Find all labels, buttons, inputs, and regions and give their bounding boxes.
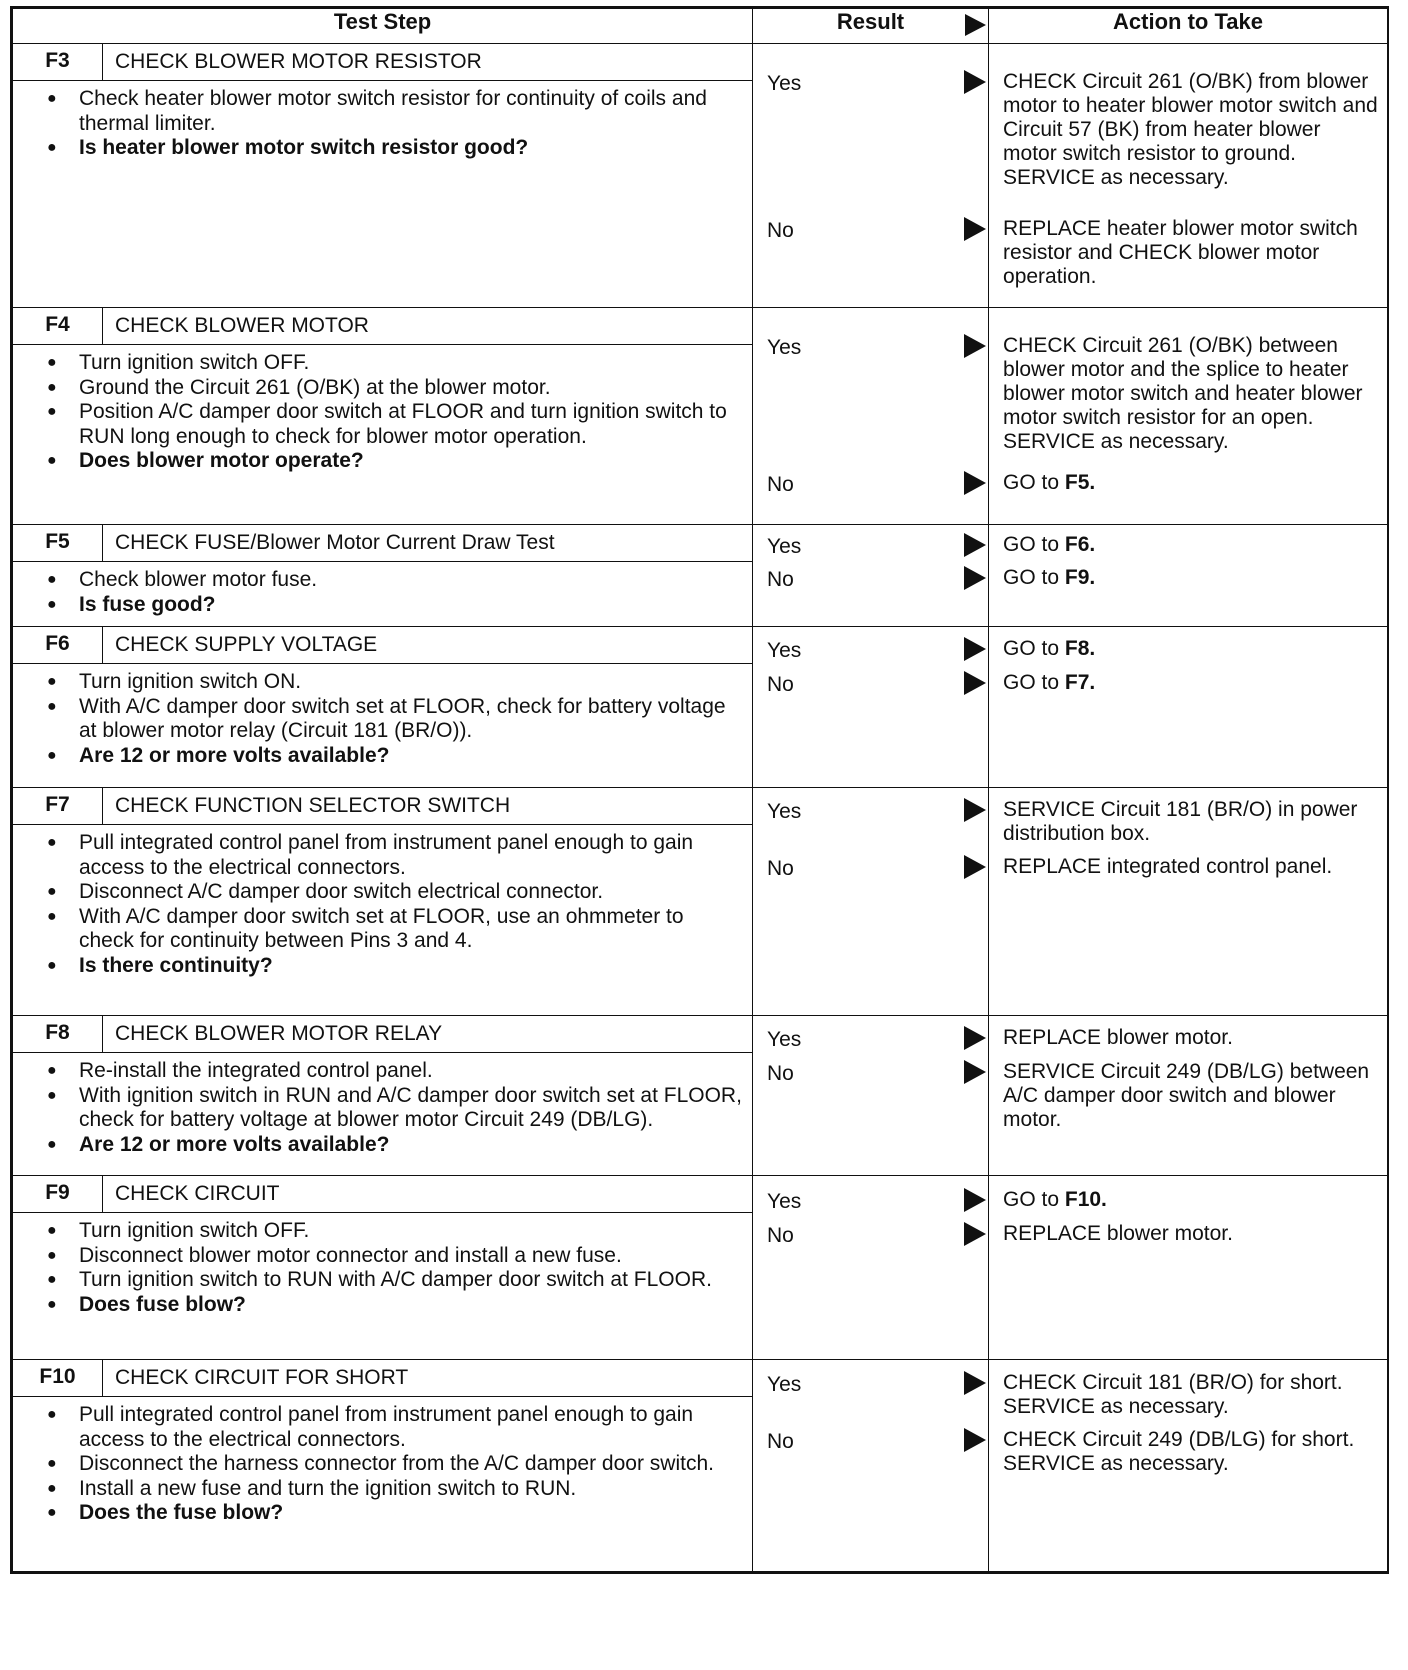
arrow-right-icon	[964, 334, 986, 358]
step-instruction: ● With A/C damper door switch set at FLOOR, use an ohmmeter to check for continuity between Pins 3 and 4.	[41, 905, 744, 954]
step-instruction: ● Disconnect blower motor connector and install a new fuse.	[41, 1244, 744, 1269]
step-question: ● Is heater blower motor switch resistor good?	[41, 136, 744, 161]
action-text: REPLACE blower motor.	[1003, 1222, 1233, 1245]
arrow-right-icon	[964, 533, 986, 557]
arrow-right-icon	[964, 1222, 986, 1246]
step-title: CHECK BLOWER MOTOR	[103, 308, 753, 345]
arrow-right-icon	[964, 637, 986, 661]
action-prefix: GO to	[1003, 566, 1065, 589]
arrow-right-icon	[964, 1026, 986, 1050]
step-body	[13, 1053, 753, 1176]
step-body	[13, 81, 753, 308]
action-text: SERVICE Circuit 181 (BR/O) in power distribution box.	[1003, 798, 1358, 845]
result-cell	[753, 1360, 989, 1572]
diagnostic-table	[10, 6, 1389, 1574]
step-instruction: ● Check blower motor fuse.	[41, 568, 744, 593]
action-text: CHECK Circuit 181 (BR/O) for short. SERVICE as necessary.	[1003, 1371, 1343, 1418]
step-title-row	[13, 1360, 1388, 1397]
action-text	[1003, 1188, 1379, 1212]
step-instruction: ● Re-install the integrated control panel.	[41, 1059, 744, 1084]
action-text	[1003, 637, 1379, 661]
step-title-row	[13, 627, 1388, 664]
action-text	[1003, 471, 1379, 495]
action-prefix: GO to	[1003, 533, 1065, 556]
header-result	[753, 9, 989, 44]
step-instruction: ● Disconnect A/C damper door switch electrical connector.	[41, 880, 744, 905]
step-body	[13, 345, 753, 525]
step-instruction: ● Pull integrated control panel from instrument panel enough to gain access to the electrical connectors.	[41, 1403, 744, 1452]
action-text: REPLACE blower motor.	[1003, 1026, 1233, 1049]
step-title-row	[13, 308, 1388, 345]
step-instruction: ● Turn ignition switch to RUN with A/C damper door switch at FLOOR.	[41, 1268, 744, 1293]
result-cell	[753, 308, 989, 525]
action-cell	[989, 627, 1388, 788]
result-cell	[753, 1016, 989, 1176]
step-title: CHECK CIRCUIT FOR SHORT	[103, 1360, 753, 1397]
action-text	[1003, 671, 1379, 695]
action-step-ref: F10.	[1064, 1188, 1107, 1211]
action-text: CHECK Circuit 249 (DB/LG) for short. SERVICE as necessary.	[1003, 1428, 1355, 1475]
step-instruction: ● Turn ignition switch OFF.	[41, 351, 744, 376]
step-instruction: ● Position A/C damper door switch at FLOOR and turn ignition switch to RUN long enough to check for blower motor operation.	[41, 400, 744, 449]
result-cell	[753, 788, 989, 1016]
arrow-right-icon	[964, 1428, 986, 1452]
table-header-row	[13, 9, 1388, 44]
arrow-right-icon	[964, 1060, 986, 1084]
result-label: Yes	[767, 1190, 802, 1213]
action-text: CHECK Circuit 261 (O/BK) between blower motor and the splice to heater blower motor switch and heater blower motor switch resistor for an open. SERVICE as necessary.	[1003, 334, 1363, 453]
arrow-right-icon	[964, 70, 986, 94]
header-action: Action to Take	[989, 9, 1388, 44]
step-body	[13, 1213, 753, 1360]
step-title: CHECK SUPPLY VOLTAGE	[103, 627, 753, 664]
step-instruction: ● Turn ignition switch OFF.	[41, 1219, 744, 1244]
step-instruction: ● Ground the Circuit 261 (O/BK) at the blower motor.	[41, 376, 744, 401]
action-text: CHECK Circuit 261 (O/BK) from blower motor to heater blower motor switch and Circuit 57 (BK) from heater blower motor switch resistor to ground. SERVICE as necessary.	[1003, 70, 1378, 189]
step-question: ● Does the fuse blow?	[41, 1501, 744, 1526]
step-title: CHECK FUNCTION SELECTOR SWITCH	[103, 788, 753, 825]
step-instruction: ● Pull integrated control panel from instrument panel enough to gain access to the electrical connectors.	[41, 831, 744, 880]
result-label: Yes	[767, 800, 802, 823]
step-title: CHECK FUSE/Blower Motor Current Draw Test	[103, 525, 753, 562]
arrow-right-icon	[964, 566, 986, 590]
step-id: F7	[13, 788, 103, 825]
step-bullets	[41, 831, 744, 979]
step-instruction: ● Turn ignition switch ON.	[41, 670, 744, 695]
header-result-label: Result	[836, 9, 905, 34]
step-title-row	[13, 1016, 1388, 1053]
step-title-row	[13, 1176, 1388, 1213]
action-step-ref: F9.	[1064, 566, 1096, 589]
step-id: F3	[13, 44, 103, 81]
result-label: No	[767, 857, 794, 880]
step-body	[13, 1397, 753, 1572]
action-cell	[989, 44, 1388, 308]
result-label: Yes	[767, 1028, 802, 1051]
action-prefix: GO to	[1003, 637, 1065, 660]
step-title-row	[13, 788, 1388, 825]
step-question: ● Is fuse good?	[41, 593, 744, 618]
step-title-row	[13, 44, 1388, 81]
step-question: ● Are 12 or more volts available?	[41, 744, 744, 769]
step-id: F4	[13, 308, 103, 345]
result-label: No	[767, 219, 794, 242]
action-text	[1003, 566, 1379, 590]
step-question: ● Does blower motor operate?	[41, 449, 744, 474]
step-instruction: ● With A/C damper door switch set at FLOOR, check for battery voltage at blower motor relay (Circuit 181 (BR/O)).	[41, 695, 744, 744]
result-label: No	[767, 673, 794, 696]
step-id: F5	[13, 525, 103, 562]
action-cell	[989, 525, 1388, 627]
step-id: F10	[13, 1360, 103, 1397]
result-cell	[753, 525, 989, 627]
arrow-right-icon	[964, 1371, 986, 1395]
arrow-right-icon	[964, 471, 986, 495]
action-text: SERVICE Circuit 249 (DB/LG) between A/C damper door switch and blower motor.	[1003, 1060, 1370, 1131]
arrow-right-icon	[964, 217, 986, 241]
step-question: ● Are 12 or more volts available?	[41, 1133, 744, 1158]
step-question: ● Is there continuity?	[41, 954, 744, 979]
result-label: Yes	[767, 1373, 802, 1396]
action-step-ref: F5.	[1064, 471, 1096, 494]
step-body	[13, 825, 753, 1016]
result-label: No	[767, 1062, 794, 1085]
arrow-right-icon	[965, 14, 986, 36]
step-body	[13, 664, 753, 788]
result-label: Yes	[767, 535, 802, 558]
result-label: Yes	[767, 639, 802, 662]
result-cell	[753, 44, 989, 308]
result-cell	[753, 627, 989, 788]
action-text: REPLACE integrated control panel.	[1003, 855, 1333, 878]
result-cell	[753, 1176, 989, 1360]
step-id: F9	[13, 1176, 103, 1213]
arrow-right-icon	[964, 671, 986, 695]
step-title: CHECK BLOWER MOTOR RELAY	[103, 1016, 753, 1053]
step-bullets	[41, 351, 744, 474]
step-instruction: ● Disconnect the harness connector from the A/C damper door switch.	[41, 1452, 744, 1477]
step-title: CHECK BLOWER MOTOR RESISTOR	[103, 44, 753, 81]
step-title-row	[13, 525, 1388, 562]
arrow-right-icon	[964, 1188, 986, 1212]
header-test-step: Test Step	[13, 9, 753, 44]
step-bullets	[41, 87, 744, 161]
result-label: No	[767, 473, 794, 496]
step-instruction: ● Check heater blower motor switch resistor for continuity of coils and thermal limiter.	[41, 87, 744, 136]
action-prefix: GO to	[1003, 1188, 1065, 1211]
result-label: Yes	[767, 72, 802, 95]
action-text: REPLACE heater blower motor switch resistor and CHECK blower motor operation.	[1003, 217, 1358, 288]
step-instruction: ● With ignition switch in RUN and A/C damper door switch set at FLOOR, check for battery voltage at blower motor Circuit 249 (DB/LG).	[41, 1084, 744, 1133]
step-bullets	[41, 1219, 744, 1317]
step-bullets	[41, 670, 744, 768]
step-bullets	[41, 1403, 744, 1526]
action-text	[1003, 533, 1379, 557]
arrow-right-icon	[964, 855, 986, 879]
step-bullets	[41, 1059, 744, 1157]
action-cell	[989, 1360, 1388, 1572]
action-prefix: GO to	[1003, 471, 1065, 494]
action-cell	[989, 788, 1388, 1016]
action-step-ref: F8.	[1064, 637, 1096, 660]
action-cell	[989, 1176, 1388, 1360]
step-title: CHECK CIRCUIT	[103, 1176, 753, 1213]
result-label: No	[767, 1224, 794, 1247]
action-cell	[989, 1016, 1388, 1176]
result-label: No	[767, 568, 794, 591]
step-body	[13, 562, 753, 627]
step-bullets	[41, 568, 744, 617]
action-prefix: GO to	[1003, 671, 1065, 694]
action-step-ref: F6.	[1064, 533, 1096, 556]
step-instruction: ● Install a new fuse and turn the ignition switch to RUN.	[41, 1477, 744, 1502]
arrow-right-icon	[964, 798, 986, 822]
step-id: F6	[13, 627, 103, 664]
step-question: ● Does fuse blow?	[41, 1293, 744, 1318]
step-id: F8	[13, 1016, 103, 1053]
action-step-ref: F7.	[1064, 671, 1096, 694]
result-label: Yes	[767, 336, 802, 359]
action-cell	[989, 308, 1388, 525]
result-label: No	[767, 1430, 794, 1453]
